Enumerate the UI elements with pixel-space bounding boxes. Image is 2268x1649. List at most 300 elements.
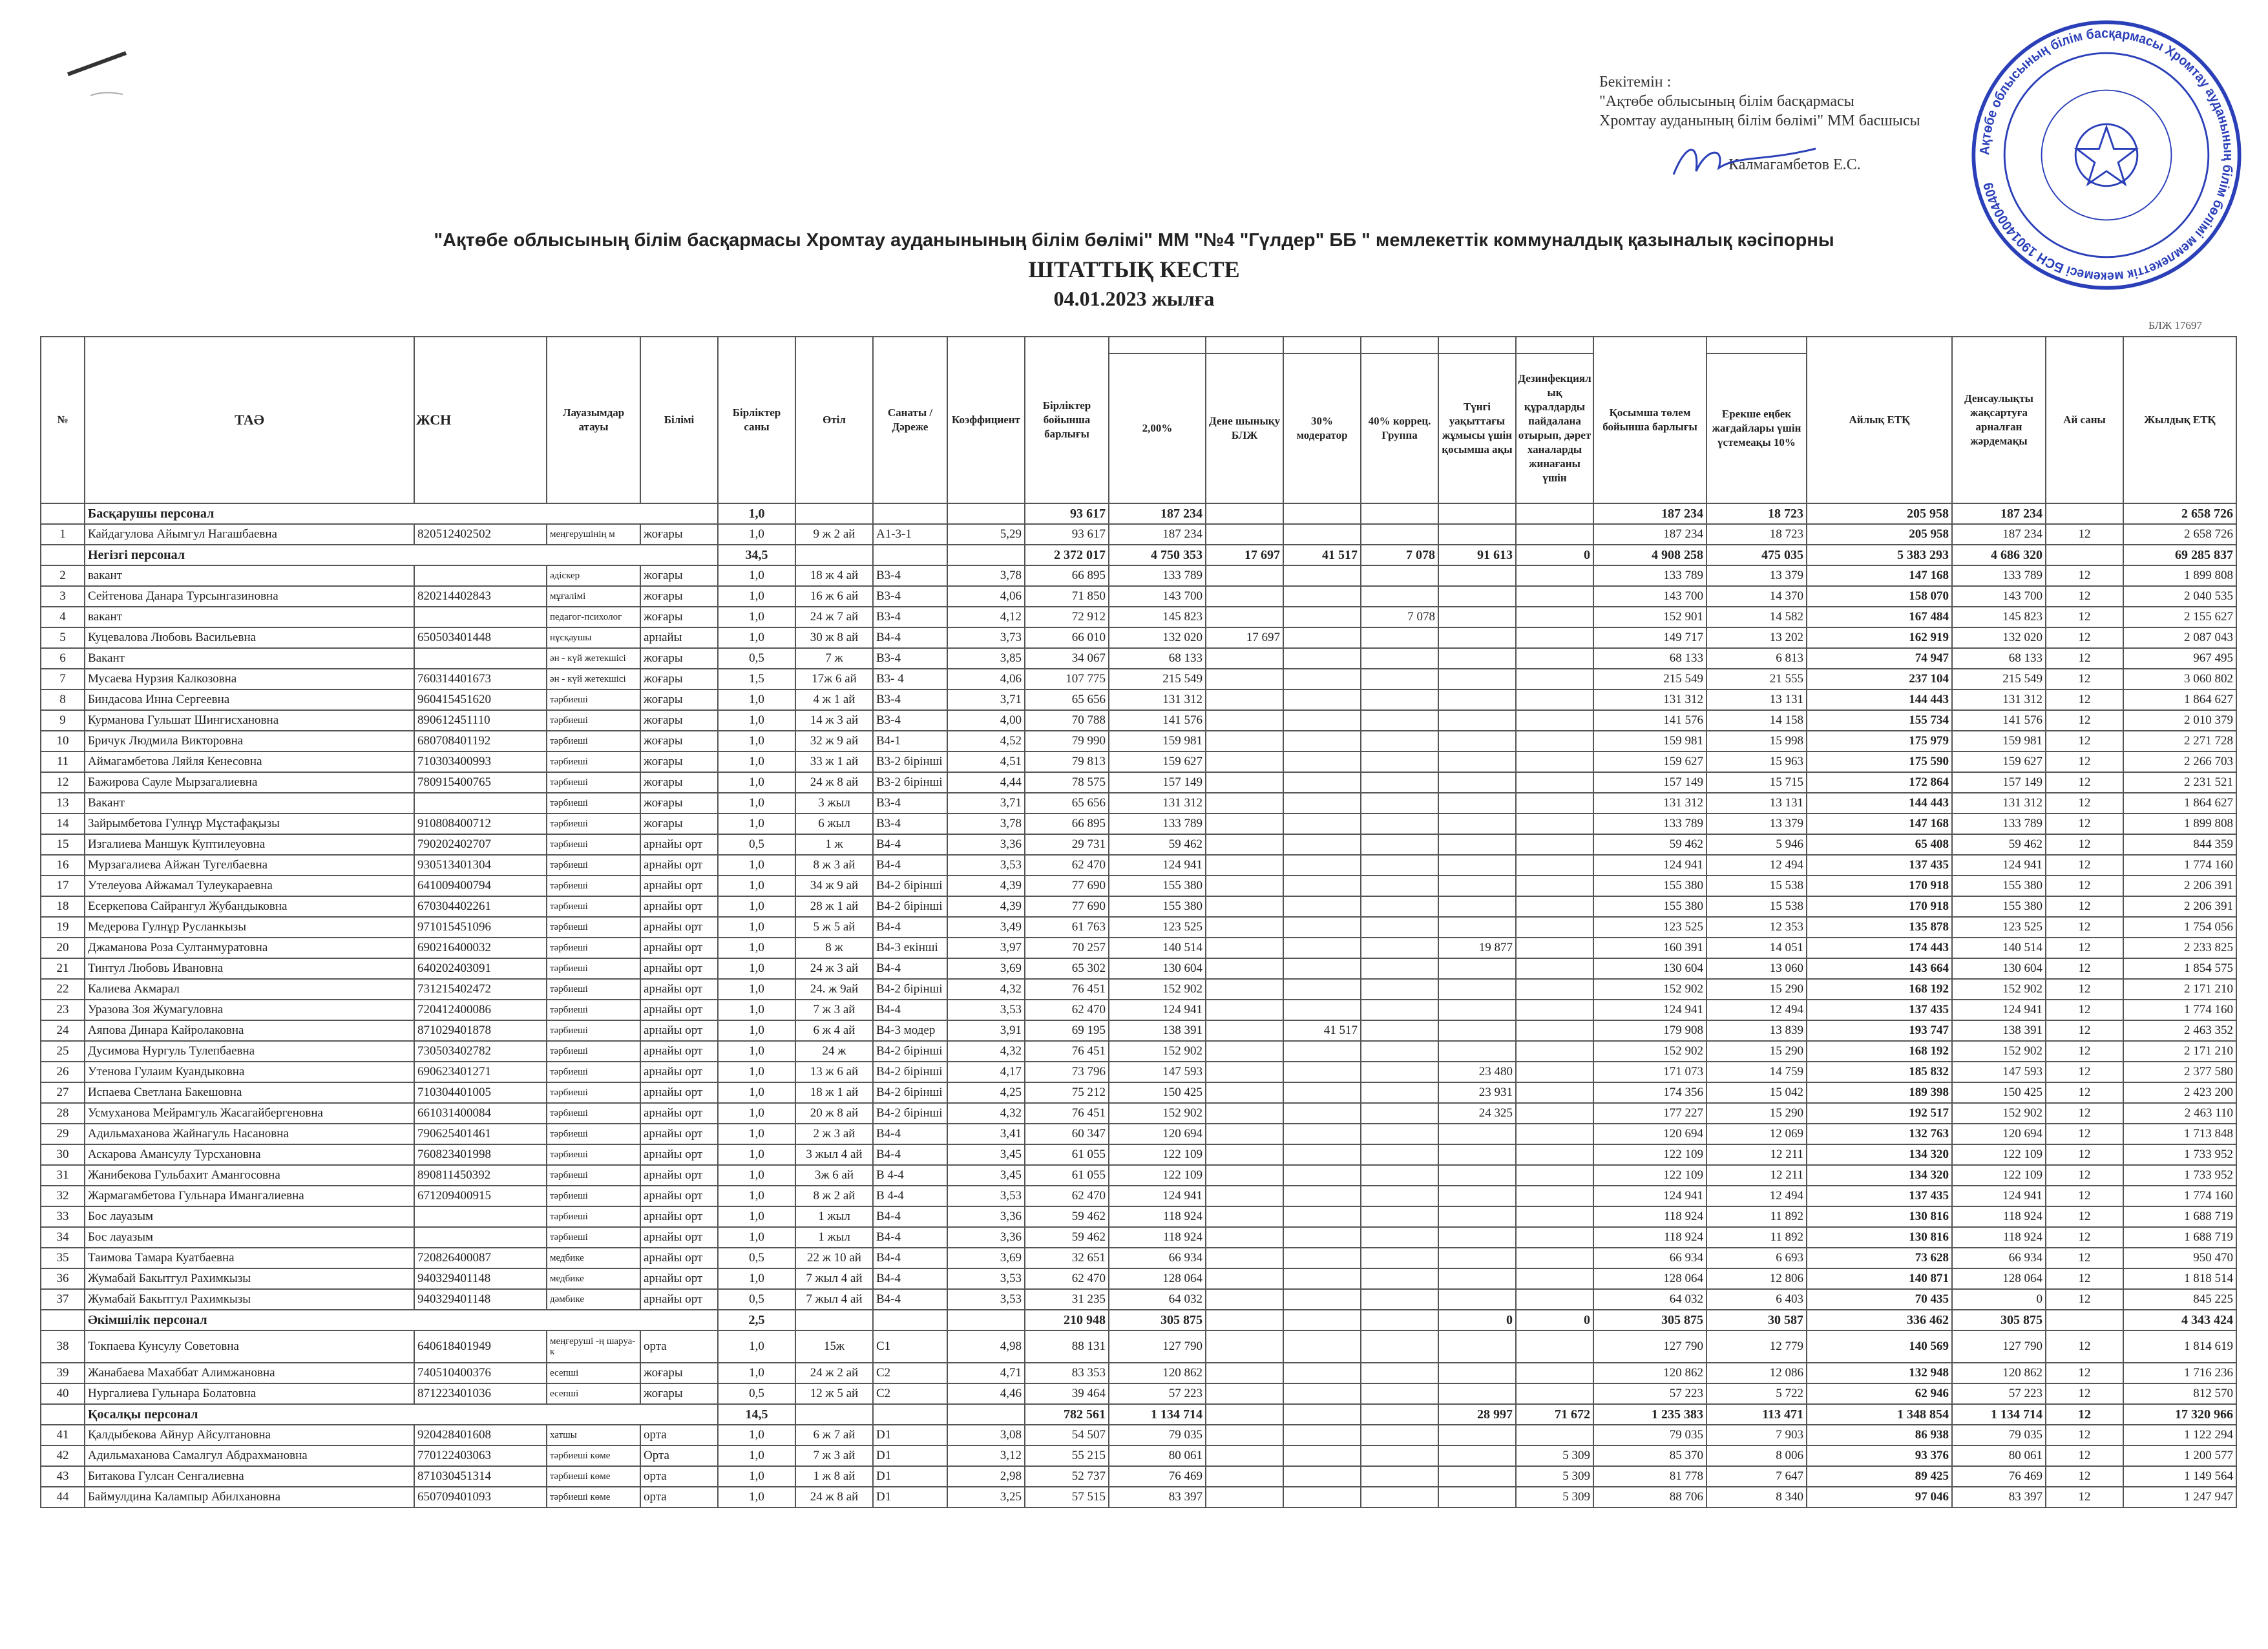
table-cell: 140 569 — [1807, 1330, 1952, 1363]
table-cell — [1283, 627, 1361, 648]
table-cell: 1,0 — [718, 1103, 795, 1124]
table-cell: 152 901 — [1593, 607, 1706, 627]
section-total-cell: 305 875 — [1109, 1310, 1206, 1330]
table-cell: В4-4 — [873, 1289, 947, 1310]
column-header: Бірліктер саны — [718, 337, 795, 503]
table-cell — [1438, 565, 1516, 586]
table-cell — [1206, 814, 1283, 834]
table-cell: тәрбиеші көме — [547, 1466, 640, 1487]
table-cell: арнайы орт — [640, 938, 718, 958]
table-cell — [1516, 834, 1593, 855]
section-total-cell: 782 561 — [1025, 1404, 1109, 1425]
table-cell: арнайы орт — [640, 1124, 718, 1144]
table-cell: 66 934 — [1593, 1248, 1706, 1268]
table-cell: В4-2 біріншi — [873, 1082, 947, 1103]
table-cell — [1283, 1363, 1361, 1383]
table-cell: дәмбике — [547, 1289, 640, 1310]
table-cell: 133 789 — [1109, 814, 1206, 834]
table-cell: 215 549 — [1593, 669, 1706, 689]
table-cell: 12 — [2046, 896, 2123, 917]
section-total-cell: 305 875 — [1593, 1310, 1706, 1330]
table-cell: арнайы орт — [640, 1248, 718, 1268]
table-cell: 143 700 — [1109, 586, 1206, 607]
table-cell: 118 924 — [1109, 1206, 1206, 1227]
table-cell: 141 576 — [1952, 710, 2046, 731]
table-cell: арнайы орт — [640, 979, 718, 1000]
section-total-cell: 1 235 383 — [1593, 1404, 1706, 1425]
table-cell — [1516, 855, 1593, 876]
table-cell — [1283, 669, 1361, 689]
table-cell — [1516, 1330, 1593, 1363]
table-cell: 25 — [41, 1041, 85, 1062]
table-cell: 12 779 — [1706, 1330, 1807, 1363]
table-cell: 123 525 — [1952, 917, 2046, 938]
table-cell: 81 778 — [1593, 1466, 1706, 1487]
table-cell: 12 353 — [1706, 917, 1807, 938]
table-cell — [1438, 524, 1516, 545]
table-cell: 152 902 — [1109, 1103, 1206, 1124]
table-cell — [1361, 1206, 1438, 1227]
table-cell: 64 032 — [1593, 1289, 1706, 1310]
table-cell: 159 627 — [1952, 751, 2046, 772]
table-cell — [1516, 565, 1593, 586]
table-cell: 21 — [41, 958, 85, 979]
table-cell: 812 570 — [2123, 1383, 2236, 1404]
table-cell — [1361, 1268, 1438, 1289]
section-total-cell: 7 078 — [1361, 545, 1438, 565]
table-cell: 920428401608 — [414, 1425, 547, 1445]
section-total-cell — [795, 545, 873, 565]
table-cell: жоғары — [640, 524, 718, 545]
section-total-cell: 1 348 854 — [1807, 1404, 1952, 1425]
table-cell — [1516, 627, 1593, 648]
table-cell — [1361, 1165, 1438, 1186]
table-cell: 967 495 — [2123, 648, 2236, 669]
table-cell: 32 ж 9 ай — [795, 731, 873, 751]
table-cell: 54 507 — [1025, 1425, 1109, 1445]
table-cell: 15 — [41, 834, 85, 855]
table-cell: 38 — [41, 1330, 85, 1363]
table-cell — [1361, 938, 1438, 958]
table-cell: тәрбиеші — [547, 896, 640, 917]
table-cell — [1438, 1144, 1516, 1165]
table-cell: 68 133 — [1952, 648, 2046, 669]
table-cell: С1 — [873, 1330, 947, 1363]
table-cell: 3 060 802 — [2123, 669, 2236, 689]
table-cell — [1283, 1268, 1361, 1289]
table-cell: 1 864 627 — [2123, 793, 2236, 814]
table-row — [41, 1330, 2236, 1363]
table-cell: 12 — [2046, 627, 2123, 648]
table-cell — [1206, 1248, 1283, 1268]
table-cell: 1,0 — [718, 1020, 795, 1041]
table-cell: 650503401448 — [414, 627, 547, 648]
section-total-cell: 336 462 — [1807, 1310, 1952, 1330]
table-cell: 62 946 — [1807, 1383, 1952, 1404]
table-cell: 107 775 — [1025, 669, 1109, 689]
table-cell: 12 — [2046, 1144, 2123, 1165]
table-cell: 760314401673 — [414, 669, 547, 689]
table-cell — [1206, 648, 1283, 669]
table-cell: 59 462 — [1109, 834, 1206, 855]
table-cell: тәрбиеші — [547, 1144, 640, 1165]
table-cell — [1283, 772, 1361, 793]
section-title: Негізгі персонал — [85, 545, 718, 565]
table-cell — [1206, 586, 1283, 607]
table-cell — [1516, 1103, 1593, 1124]
table-cell: 12 — [2046, 1000, 2123, 1020]
table-cell: 61 763 — [1025, 917, 1109, 938]
table-cell: тәрбиеші — [547, 1041, 640, 1062]
table-cell: 24 ж 7 ай — [795, 607, 873, 627]
table-cell: арнайы — [640, 627, 718, 648]
table-cell: 4,00 — [947, 710, 1025, 731]
table-cell: 2 171 210 — [2123, 979, 2236, 1000]
table-cell: 66 934 — [1109, 1248, 1206, 1268]
table-row — [41, 1289, 2236, 1310]
table-cell: 6 жыл — [795, 814, 873, 834]
table-cell: 844 359 — [2123, 834, 2236, 855]
table-cell — [1361, 1144, 1438, 1165]
section-total-cell: 41 517 — [1283, 545, 1361, 565]
table-row — [41, 710, 2236, 731]
table-cell: 149 717 — [1593, 627, 1706, 648]
table-cell — [1206, 1466, 1283, 1487]
table-cell: 680708401192 — [414, 731, 547, 751]
table-cell: 174 443 — [1807, 938, 1952, 958]
table-cell: 720412400086 — [414, 1000, 547, 1020]
table-cell — [1516, 731, 1593, 751]
table-cell: 24 — [41, 1020, 85, 1041]
table-cell — [1438, 1020, 1516, 1041]
table-cell: 59 462 — [1952, 834, 2046, 855]
section-total-cell — [873, 503, 947, 524]
section-total-cell — [1361, 1404, 1438, 1425]
table-cell: 12 — [2046, 855, 2123, 876]
table-row — [41, 814, 2236, 834]
table-cell: В 4-4 — [873, 1186, 947, 1206]
table-row — [41, 876, 2236, 896]
column-header: Жылдық ЕТҚ — [2123, 337, 2236, 503]
table-cell — [1206, 1186, 1283, 1206]
table-cell: В4-3 екінші — [873, 938, 947, 958]
table-cell: А1-3-1 — [873, 524, 947, 545]
table-cell: 12 — [2046, 979, 2123, 1000]
table-cell: 12 ж 5 ай — [795, 1383, 873, 1404]
table-cell: 73 796 — [1025, 1062, 1109, 1082]
table-cell — [1361, 772, 1438, 793]
table-cell: 3 жыл — [795, 793, 873, 814]
table-cell: 187 234 — [1109, 524, 1206, 545]
table-cell — [1283, 648, 1361, 669]
table-cell: 3 — [41, 586, 85, 607]
table-cell: 3,41 — [947, 1124, 1025, 1144]
table-cell: Усмуханова Мейрамгуль Жасагайбергеновна — [85, 1103, 414, 1124]
organization-title: "Ақтөбе облысының білім басқармасы Хромтау ауданынының білім бөлімі" ММ "№4 "Гүлдер" ББ " мемлекеттік коммуналдық қазыналық кәсіпорны — [434, 230, 1834, 251]
table-cell: тәрбиеші — [547, 751, 640, 772]
table-cell: 168 192 — [1807, 1041, 1952, 1062]
table-cell: арнайы орт — [640, 1289, 718, 1310]
table-cell: жоғары — [640, 586, 718, 607]
header-spacer — [1283, 337, 1361, 353]
section-total-cell — [795, 503, 873, 524]
table-row — [41, 1206, 2236, 1227]
table-cell — [1516, 710, 1593, 731]
table-cell: 1 688 719 — [2123, 1227, 2236, 1248]
table-cell — [1206, 1227, 1283, 1248]
section-total-cell: 17 320 966 — [2123, 1404, 2236, 1425]
table-cell: В4-4 — [873, 1268, 947, 1289]
table-cell: 145 823 — [1109, 607, 1206, 627]
column-header: Айлық ЕТҚ — [1807, 337, 1952, 503]
table-cell: 12 — [2046, 1020, 2123, 1041]
table-cell — [1516, 607, 1593, 627]
table-cell: В4-4 — [873, 1227, 947, 1248]
table-cell: 14 051 — [1706, 938, 1807, 958]
table-cell: 3,73 — [947, 627, 1025, 648]
table-row — [41, 938, 2236, 958]
table-cell: 12 — [2046, 751, 2123, 772]
table-cell — [1361, 1103, 1438, 1124]
table-cell — [1516, 1268, 1593, 1289]
table-cell: арнайы орт — [640, 1020, 718, 1041]
table-cell: Есеркепова Сайрангул Жубандыковна — [85, 896, 414, 917]
header-spacer — [1516, 337, 1593, 353]
table-cell: 124 941 — [1109, 1186, 1206, 1206]
table-cell: 131 312 — [1952, 793, 2046, 814]
section-total-cell — [1438, 503, 1516, 524]
table-cell — [1283, 1445, 1361, 1466]
table-cell — [1283, 1041, 1361, 1062]
table-cell: жоғары — [640, 1363, 718, 1383]
table-cell: 890612451110 — [414, 710, 547, 731]
table-cell: 12 — [2046, 917, 2123, 938]
table-cell: 155 380 — [1109, 896, 1206, 917]
table-cell — [1283, 1206, 1361, 1227]
table-cell — [1283, 1330, 1361, 1363]
table-cell: 1,0 — [718, 1268, 795, 1289]
table-cell: 24 ж 8 ай — [795, 772, 873, 793]
table-cell: 740510400376 — [414, 1363, 547, 1383]
table-cell: 74 947 — [1807, 648, 1952, 669]
column-header: Коэффициент — [947, 337, 1025, 503]
table-cell: 145 823 — [1952, 607, 2046, 627]
pen-scribble-mark — [65, 45, 181, 103]
section-total-cell — [1206, 1404, 1283, 1425]
table-cell: 0,5 — [718, 1248, 795, 1268]
table-row — [41, 648, 2236, 669]
section-total-cell — [1206, 503, 1283, 524]
table-cell: 12 — [2046, 958, 2123, 979]
table-row — [41, 979, 2236, 1000]
table-cell: 138 391 — [1952, 1020, 2046, 1041]
table-cell: тәрбиеші көме — [547, 1487, 640, 1507]
table-cell: 3,25 — [947, 1487, 1025, 1507]
section-total-cell: 210 948 — [1025, 1310, 1109, 1330]
table-cell: 127 790 — [1593, 1330, 1706, 1363]
table-cell — [1438, 1248, 1516, 1268]
table-cell: 12 — [2046, 1165, 2123, 1186]
table-cell: есепші — [547, 1383, 640, 1404]
table-cell: Жармагамбетова Гульнара Имангалиевна — [85, 1186, 414, 1206]
table-cell: 118 924 — [1593, 1227, 1706, 1248]
table-cell — [1361, 1062, 1438, 1082]
table-cell: 1,0 — [718, 1124, 795, 1144]
table-cell: 26 — [41, 1062, 85, 1082]
section-total-cell — [1361, 1310, 1438, 1330]
table-cell: тәрбиеші — [547, 979, 640, 1000]
section-total-cell — [873, 1310, 947, 1330]
table-cell — [1438, 1165, 1516, 1186]
table-cell: 950 470 — [2123, 1248, 2236, 1268]
table-cell: 690623401271 — [414, 1062, 547, 1082]
table-cell: ән - күй жетекшісі — [547, 648, 640, 669]
table-cell: 4,32 — [947, 979, 1025, 1000]
table-cell: 2 271 728 — [2123, 731, 2236, 751]
header-spacer — [1706, 337, 1807, 353]
section-total-cell: 187 234 — [1593, 503, 1706, 524]
table-row — [41, 751, 2236, 772]
table-cell: 39 — [41, 1363, 85, 1383]
table-cell: 13 131 — [1706, 793, 1807, 814]
table-cell: 10 — [41, 731, 85, 751]
table-cell: Тинтул Любовь Ивановна — [85, 958, 414, 979]
table-cell — [1516, 896, 1593, 917]
table-cell: 2 423 200 — [2123, 1082, 2236, 1103]
table-cell: В3-2 біріншi — [873, 751, 947, 772]
table-cell: 8 340 — [1706, 1487, 1807, 1507]
table-cell — [1361, 1289, 1438, 1310]
table-cell: 1,0 — [718, 938, 795, 958]
table-cell: 7 647 — [1706, 1466, 1807, 1487]
column-header: ЖСН — [414, 337, 547, 503]
table-cell: 12 — [2046, 689, 2123, 710]
table-row — [41, 1466, 2236, 1487]
table-cell: 12 — [2046, 1186, 2123, 1206]
table-cell: 4,32 — [947, 1103, 1025, 1124]
table-row — [41, 1186, 2236, 1206]
table-cell: 124 941 — [1952, 1000, 2046, 1020]
table-cell: 189 398 — [1807, 1082, 1952, 1103]
table-cell: 3,53 — [947, 1186, 1025, 1206]
table-cell: 12 — [41, 772, 85, 793]
table-cell: 122 109 — [1109, 1165, 1206, 1186]
table-cell: 1,0 — [718, 896, 795, 917]
column-header: Ай саны — [2046, 337, 2123, 503]
table-cell — [1516, 1020, 1593, 1041]
table-cell: 12 — [2046, 772, 2123, 793]
table-cell: 5 309 — [1516, 1445, 1593, 1466]
table-cell — [1516, 1383, 1593, 1404]
table-cell: Жумабай Бакытгул Рахимкызы — [85, 1268, 414, 1289]
table-cell: Қалдыбекова Айнур Айсултановна — [85, 1425, 414, 1445]
table-cell — [1438, 834, 1516, 855]
table-cell — [1283, 1466, 1361, 1487]
table-cell: жоғары — [640, 751, 718, 772]
table-cell — [1438, 1186, 1516, 1206]
table-cell: жоғары — [640, 772, 718, 793]
table-cell — [1361, 627, 1438, 648]
table-cell: 175 979 — [1807, 731, 1952, 751]
section-total-cell: 0 — [1438, 1310, 1516, 1330]
table-cell: 124 941 — [1593, 1000, 1706, 1020]
table-cell: 5 946 — [1706, 834, 1807, 855]
table-cell: 780915400765 — [414, 772, 547, 793]
table-cell — [1438, 1445, 1516, 1466]
table-cell: 16 ж 6 ай — [795, 586, 873, 607]
table-cell: 171 073 — [1593, 1062, 1706, 1082]
table-cell: D1 — [873, 1466, 947, 1487]
table-cell: 93 617 — [1025, 524, 1109, 545]
section-total-cell: 187 234 — [1109, 503, 1206, 524]
table-cell: 60 347 — [1025, 1124, 1109, 1144]
table-cell: 93 376 — [1807, 1445, 1952, 1466]
table-cell: 760823401998 — [414, 1144, 547, 1165]
table-cell: 159 981 — [1952, 731, 2046, 751]
table-cell: жоғары — [640, 1383, 718, 1404]
table-cell: Изгалиева Маншук Куптилеуовна — [85, 834, 414, 855]
table-cell: 2 463 352 — [2123, 1020, 2236, 1041]
table-cell: 7 жыл 4 ай — [795, 1289, 873, 1310]
table-cell: тәрбиеші — [547, 938, 640, 958]
table-cell: 12 — [2046, 1248, 2123, 1268]
table-cell — [1438, 710, 1516, 731]
table-cell: 122 109 — [1109, 1144, 1206, 1165]
table-cell: 133 789 — [1109, 565, 1206, 586]
table-cell — [1438, 751, 1516, 772]
table-cell: 4,46 — [947, 1383, 1025, 1404]
table-cell: В4-2 біріншi — [873, 1103, 947, 1124]
table-cell: 1,0 — [718, 1082, 795, 1103]
table-cell: 1,0 — [718, 1425, 795, 1445]
table-cell: 123 525 — [1109, 917, 1206, 938]
table-cell: 144 443 — [1807, 793, 1952, 814]
section-total-cell — [795, 1310, 873, 1330]
table-cell — [1438, 917, 1516, 938]
table-cell: 1,0 — [718, 1466, 795, 1487]
table-cell — [1516, 1363, 1593, 1383]
table-cell: 1 688 719 — [2123, 1206, 2236, 1227]
table-cell: 120 862 — [1593, 1363, 1706, 1383]
table-cell: 143 700 — [1952, 586, 2046, 607]
table-cell — [1516, 958, 1593, 979]
table-cell: вакант — [85, 565, 414, 586]
table-cell — [1361, 689, 1438, 710]
table-row — [41, 1062, 2236, 1082]
table-row — [41, 855, 2236, 876]
table-cell: 132 020 — [1109, 627, 1206, 648]
table-cell: 130 604 — [1593, 958, 1706, 979]
table-cell: 187 234 — [1593, 524, 1706, 545]
table-cell — [41, 503, 85, 524]
table-cell: 170 918 — [1807, 876, 1952, 896]
table-cell: 17 — [41, 876, 85, 896]
table-row — [41, 793, 2236, 814]
table-cell: 132 763 — [1807, 1124, 1952, 1144]
table-cell — [1361, 1363, 1438, 1383]
section-total-cell: 12 — [2046, 1404, 2123, 1425]
section-total-cell: 17 697 — [1206, 545, 1283, 565]
table-cell: 12 — [2046, 1124, 2123, 1144]
table-cell: 12 494 — [1706, 855, 1807, 876]
table-cell — [1361, 1000, 1438, 1020]
table-cell: 12 211 — [1706, 1144, 1807, 1165]
table-cell: 124 941 — [1593, 855, 1706, 876]
table-cell: 12 — [2046, 1487, 2123, 1507]
table-cell: арнайы орт — [640, 917, 718, 938]
column-header: 2,00% — [1109, 353, 1206, 503]
table-cell — [1283, 896, 1361, 917]
